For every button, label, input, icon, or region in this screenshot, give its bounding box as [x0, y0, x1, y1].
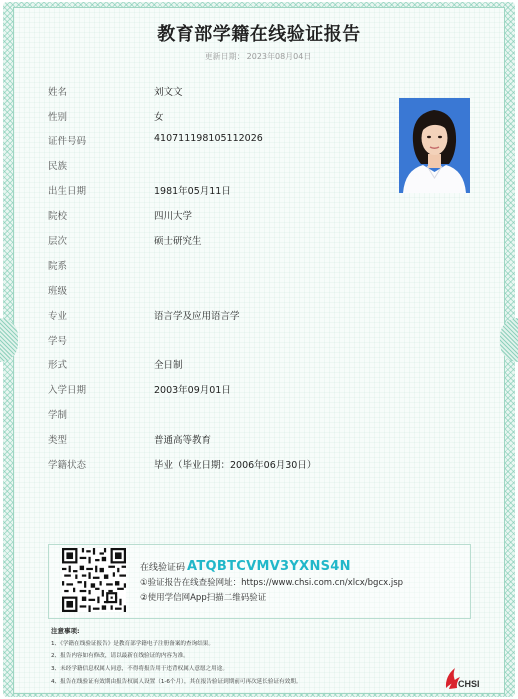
field-label: 学号: [48, 336, 68, 347]
note-item: 4、报告在线验证有效期由报告权属人设置（1-6个月），其在报告验证到期前可再次延长验证有效期。: [51, 679, 302, 685]
field-value: 毕业（毕业日期：2006年06月30日）: [154, 460, 317, 471]
field-label: 性别: [48, 112, 68, 123]
report-title: 教育部学籍在线验证报告: [157, 24, 361, 45]
field-student-number: [48, 333, 408, 347]
field-study-form: [48, 357, 408, 371]
field-school: [48, 208, 408, 222]
field-department: [48, 258, 408, 272]
field-class: [48, 283, 408, 297]
field-label: 院系: [48, 261, 68, 272]
field-status: [48, 457, 408, 471]
field-major: [48, 308, 408, 322]
qr-code-icon: [62, 548, 126, 612]
field-id-number: [48, 133, 408, 147]
note-item: 3、未经学籍信息权属人同意，不得将报告用于违背权属人意愿之用途。: [51, 666, 228, 672]
field-value: 硕士研究生: [154, 236, 202, 247]
verification-code: ATQBTCVMV3YXNS4N: [187, 559, 351, 574]
portrait-image: [399, 98, 470, 193]
field-gender: [48, 109, 408, 123]
field-duration: [48, 407, 408, 421]
field-label: 班级: [48, 286, 68, 297]
update-date: 更新日期： 2023年08月04日: [204, 52, 312, 61]
field-level: [48, 233, 408, 247]
field-label: 证件号码: [48, 136, 87, 147]
verify-app-hint: ②使用学信网App扫描二维码验证: [140, 593, 267, 603]
verify-url-hint: ①验证报告在线查验网址：https://www.chsi.com.cn/xlcx/bgcx.jsp: [140, 578, 404, 588]
field-ethnicity: [48, 158, 408, 172]
field-birth-date: [48, 183, 408, 197]
note-item: 2、报告内容如有修改，请以最新在线验证的内容为准。: [51, 653, 189, 659]
field-value: 2003年09月01日: [154, 385, 231, 396]
verification-code-line: [140, 559, 351, 574]
field-label: 院校: [48, 211, 68, 222]
field-value: 女: [154, 112, 164, 123]
field-name: [48, 84, 408, 98]
field-value: 1981年05月11日: [154, 186, 231, 197]
field-value: 语言学及应用语言学: [154, 311, 240, 322]
verification-code-label: 在线验证码: [140, 563, 186, 573]
field-label: 出生日期: [48, 186, 87, 197]
field-label: 类型: [48, 435, 68, 446]
chsi-logo-text: CHSI: [458, 679, 480, 689]
qr-code: [62, 548, 126, 612]
field-label: 形式: [48, 360, 68, 371]
field-label: 专业: [48, 311, 68, 322]
field-education-type: [48, 432, 408, 446]
notes-title: 注意事项:: [51, 627, 80, 635]
note-item: 1、《学籍在线验证报告》是教育部学籍电子注册备案的查询结果。: [51, 641, 214, 647]
field-label: 姓名: [48, 87, 68, 98]
field-value: 410711198105112026: [154, 133, 263, 144]
field-value: 普通高等教育: [154, 435, 212, 446]
field-label: 民族: [48, 161, 68, 172]
field-label: 层次: [48, 236, 68, 247]
field-label: 学籍状态: [48, 460, 87, 471]
field-value: 刘文文: [154, 87, 183, 98]
field-value: 四川大学: [154, 211, 193, 222]
field-label: 入学日期: [48, 385, 87, 396]
field-label: 学制: [48, 410, 68, 421]
field-value: 全日制: [154, 360, 183, 371]
field-enrollment-date: [48, 382, 408, 396]
student-photo: [399, 98, 470, 193]
